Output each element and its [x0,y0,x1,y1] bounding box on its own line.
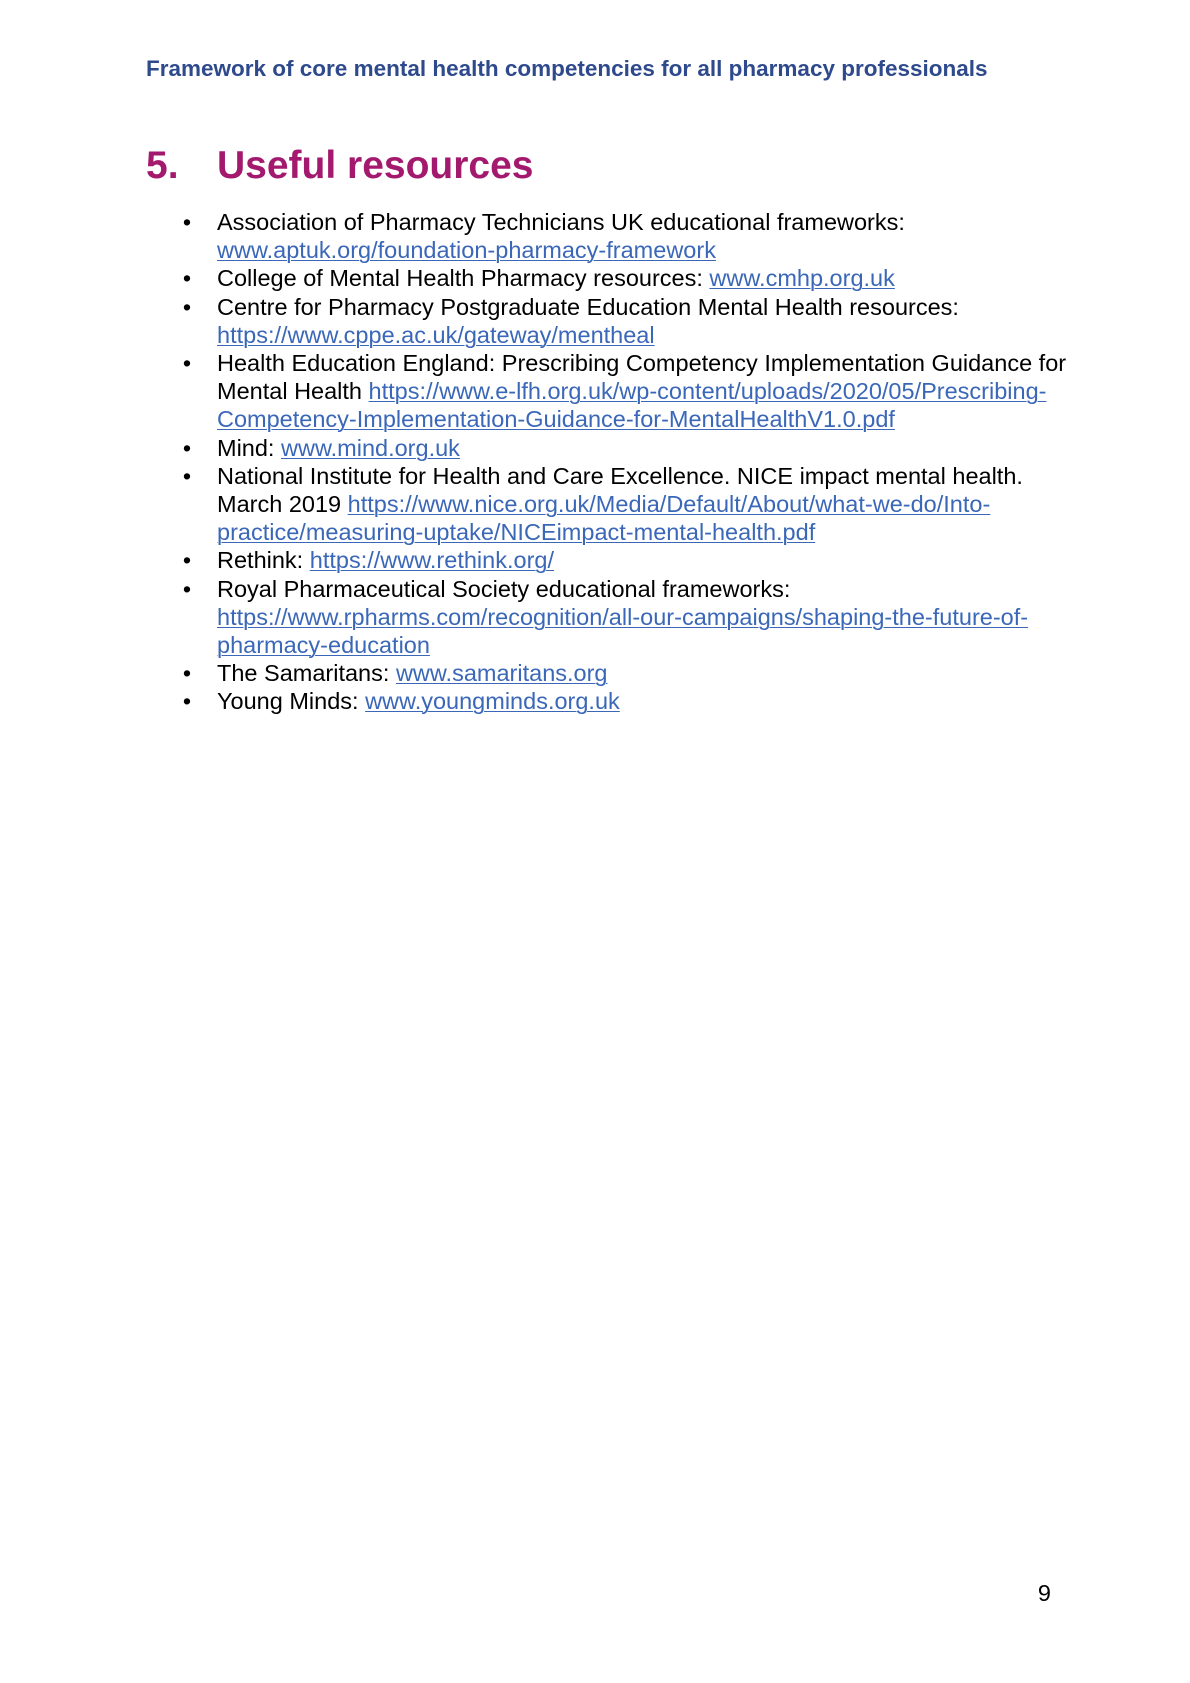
list-item [182,462,1067,547]
section-number: 5. [146,144,179,187]
resource-link[interactable]: https://www.cppe.ac.uk/gateway/mentheal [217,321,655,348]
resource-text: Health Education England: Prescribing Competency Implementation Guidance for Mental Health [217,350,1067,405]
list-item [182,264,1067,292]
resource-link[interactable]: www.aptuk.org/foundation-pharmacy-framework [217,237,716,264]
bullet-icon: • [182,547,192,574]
resource-text: Royal Pharmaceutical Society educational frameworks: [217,575,791,602]
resource-link[interactable]: www.samaritans.org [395,660,608,687]
list-item [182,575,1067,660]
list-item [182,434,1067,462]
resource-text: Mind: [217,434,281,461]
resource-text: Centre for Pharmacy Postgraduate Education Mental Health resources: [217,293,959,320]
running-header: Framework of core mental health competencies for all pharmacy professionals [146,56,988,81]
resource-text: College of Mental Health Pharmacy resources: [217,265,710,292]
bullet-icon: • [182,293,192,320]
list-item [182,687,1067,715]
resource-text: The Samaritans: [217,660,396,687]
resource-link[interactable]: www.cmhp.org.uk [709,265,895,292]
section-heading [146,144,533,188]
resource-text: Association of Pharmacy Technicians UK educational frameworks: [217,209,905,235]
resource-text: National Institute for Health and Care Excellence. NICE impact mental health. March 2019 [217,462,1023,518]
bullet-icon: • [182,350,192,377]
resource-link[interactable]: https://www.nice.org.uk/Media/Default/About/what-we-do/Into-practice/measuring-uptake/NICEimpact-mental-health.pdf [217,491,991,546]
list-item [182,349,1067,434]
bullet-icon: • [182,462,192,489]
list-item [182,293,1067,349]
list-item [182,208,1067,264]
bullet-icon: • [182,434,192,461]
resource-text: Young Minds: [217,688,366,715]
bullet-icon: • [182,688,192,715]
resource-link[interactable]: www.youngminds.org.uk [365,688,620,715]
list-item [182,546,1067,574]
list-item [182,659,1067,687]
resource-link[interactable]: https://www.rpharms.com/recognition/all-our-campaigns/shaping-the-future-of-pharmacy-education [217,603,1029,659]
bullet-icon: • [182,660,192,687]
section-title: Useful resources [217,144,534,187]
resource-list [182,208,1067,716]
resource-link[interactable]: https://www.rethink.org/ [309,547,554,574]
resource-text: Rethink: [217,547,310,574]
bullet-icon: • [182,265,192,292]
bullet-icon: • [182,575,192,602]
resource-link[interactable]: https://www.e-lfh.org.uk/wp-content/uploads/2020/05/Prescribing-Competency-Implementation-Guidance-for-MentalHealthV1.0.pdf [217,378,1047,433]
bullet-icon: • [182,209,192,235]
resource-link[interactable]: www.mind.org.uk [281,434,460,461]
page-number: 9 [1037,1580,1051,1606]
